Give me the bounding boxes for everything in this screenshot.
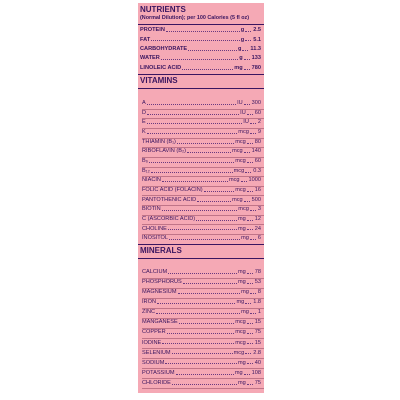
nutrient-value: 15: [254, 339, 261, 346]
dot-leader: [247, 224, 253, 230]
nutrient-name: D: [142, 109, 147, 116]
nutrient-name: PHOSPHORUS: [142, 279, 182, 286]
nutrient-unit: mcg: [235, 319, 246, 326]
dot-leader: [147, 109, 239, 115]
nutrient-unit: mg: [241, 309, 249, 316]
nutrient-row: [142, 138, 261, 147]
dot-leader: [197, 196, 231, 202]
nutrient-value: 78: [254, 269, 261, 276]
nutrient-row: [142, 308, 261, 317]
nutrient-name: COPPER: [142, 329, 166, 336]
nutrient-unit: mcg: [235, 329, 246, 336]
nutrient-row: [142, 318, 261, 327]
nutrient-value: 75: [254, 379, 261, 386]
dot-leader: [245, 35, 251, 41]
nutrient-row: [142, 379, 261, 388]
dot-leader: [178, 288, 241, 294]
nutrient-value: 5.1: [253, 36, 261, 43]
nutrient-name: A: [142, 100, 146, 107]
divider-rule: [138, 24, 264, 25]
divider-rule: [138, 244, 264, 245]
nutrient-name: ZINC: [142, 309, 156, 316]
nutrient-name: IODINE: [142, 339, 162, 346]
nutrient-unit: mg: [237, 359, 246, 366]
dot-leader: [156, 308, 240, 314]
nutrient-unit: mcg: [235, 158, 246, 165]
dot-leader: [247, 379, 253, 385]
dot-leader: [247, 278, 253, 284]
nutrient-name: PROTEIN: [140, 27, 165, 34]
nutrient-unit: mcg: [238, 129, 249, 136]
nutrient-value: 300: [251, 100, 261, 107]
dot-leader: [247, 138, 253, 144]
nutrient-value: 0.3: [253, 167, 261, 174]
dot-leader: [188, 45, 237, 51]
dot-leader: [147, 118, 243, 124]
dot-leader: [172, 348, 233, 354]
nutrient-name: SODIUM: [142, 359, 165, 366]
nutrient-row: [142, 369, 261, 378]
dot-leader: [149, 157, 234, 163]
nutrient-row: [142, 167, 261, 176]
nutrient-name: MAGNESIUM: [142, 289, 177, 296]
nutrient-value: 1: [257, 309, 261, 316]
dot-leader: [244, 99, 250, 105]
dot-leader: [157, 298, 235, 304]
nutrient-name: MANGANESE: [142, 319, 178, 326]
dot-leader: [204, 186, 235, 192]
nutrient-unit: g: [239, 55, 243, 62]
nutrient-value: 2: [257, 119, 261, 126]
nutrient-name: B₆: [142, 158, 148, 165]
dot-leader: [161, 54, 238, 60]
nutrient-value: 60: [254, 109, 261, 116]
nutrient-name: K: [142, 129, 146, 136]
nutrient-value: 15: [254, 319, 261, 326]
nutrient-name: POTASSIUM: [142, 369, 175, 376]
dot-leader: [147, 99, 236, 105]
nutrient-value: 133: [251, 55, 261, 62]
dot-leader: [177, 138, 234, 144]
nutrition-facts-panel: [138, 3, 264, 393]
nutrient-row: [142, 288, 261, 297]
dot-leader: [187, 147, 231, 153]
nutrient-value: 40: [254, 359, 261, 366]
dot-leader: [245, 26, 251, 32]
nutrient-unit: mg: [237, 215, 246, 222]
nutrient-row: [142, 268, 261, 277]
nutrient-unit: mg: [241, 289, 249, 296]
dot-leader: [247, 328, 253, 334]
nutrient-unit: mg: [234, 64, 243, 71]
dot-leader: [244, 196, 250, 202]
dot-leader: [182, 64, 233, 70]
nutrient-row: [140, 64, 261, 73]
nutrient-value: 53: [254, 279, 261, 286]
nutrient-value: 80: [254, 138, 261, 145]
nutrient-value: 8: [257, 289, 261, 296]
nutrient-name: LINOLEIC ACID: [140, 64, 182, 71]
dot-leader: [162, 338, 234, 344]
nutrient-value: 1000: [248, 177, 261, 184]
nutrient-row: [142, 109, 261, 118]
nutrient-row: [142, 157, 261, 166]
nutrient-unit: IU: [237, 100, 243, 107]
nutrient-unit: mg: [237, 279, 246, 286]
dot-leader: [165, 358, 237, 364]
nutrient-unit: mg: [237, 379, 246, 386]
nutrient-value: 11.3: [250, 45, 261, 52]
nutrient-row: [142, 205, 261, 214]
dot-leader: [250, 288, 256, 294]
row-divider: [142, 388, 264, 389]
nutrient-unit: mg: [241, 235, 249, 242]
dot-leader: [179, 318, 234, 324]
nutrient-name: NIACIN: [142, 177, 161, 184]
nutrient-unit: mg: [237, 269, 246, 276]
nutrient-row: [142, 186, 261, 195]
nutrient-value: 24: [254, 225, 261, 232]
minerals-heading: MINERALS: [140, 246, 182, 255]
vitamins-heading: VITAMINS: [140, 76, 178, 85]
dot-leader: [241, 176, 247, 182]
nutrient-name: PANTOTHENIC ACID: [142, 196, 197, 203]
nutrient-value: 108: [251, 369, 261, 376]
dot-leader: [247, 157, 253, 163]
nutrient-unit: g: [240, 27, 245, 34]
dot-leader: [244, 369, 250, 375]
dot-leader: [247, 338, 253, 344]
dot-leader: [169, 234, 240, 240]
dot-leader: [247, 215, 253, 221]
dot-leader: [168, 268, 237, 274]
nutrient-row: [140, 35, 261, 44]
nutrient-value: 2.5: [253, 27, 261, 34]
nutrients-subheading: (Normal Dilution); per 100 Calories (5 fl oz): [140, 15, 250, 21]
nutrient-unit: g: [240, 36, 245, 43]
nutrient-row: [142, 196, 261, 205]
nutrients-heading: NUTRIENTS: [140, 5, 186, 14]
nutrient-name: WATER: [140, 55, 160, 62]
nutrient-row: [140, 45, 261, 54]
nutrient-unit: mcg: [228, 177, 240, 184]
dot-leader: [250, 118, 256, 124]
nutrient-unit: mcg: [233, 349, 245, 356]
nutrient-name: CARBOHYDRATE: [140, 45, 188, 52]
nutrient-name: CHLORIDE: [142, 379, 171, 386]
divider-rule: [138, 74, 264, 75]
nutrient-row: [142, 234, 261, 243]
dot-leader: [245, 348, 251, 354]
nutrient-value: 3: [257, 206, 261, 213]
dot-leader: [245, 298, 251, 304]
nutrient-name: B₁₂: [142, 167, 150, 174]
dot-leader: [183, 278, 237, 284]
dot-leader: [196, 215, 237, 221]
nutrient-value: 780: [251, 64, 261, 71]
nutrient-row: [142, 328, 261, 337]
dot-leader: [244, 147, 250, 153]
dot-leader: [147, 128, 238, 134]
nutrient-name: C (ASCORBIC ACID): [142, 215, 196, 222]
nutrient-name: RIBOFLAVIN (B₂): [142, 148, 187, 155]
nutrient-value: 75: [254, 329, 261, 336]
nutrient-row: [140, 54, 261, 63]
nutrient-unit: IU: [240, 109, 246, 116]
nutrient-value: 500: [251, 196, 261, 203]
nutrient-unit: mcg: [232, 196, 243, 203]
nutrient-unit: IU: [243, 119, 249, 126]
nutrient-unit: mcg: [235, 138, 246, 145]
dot-leader: [168, 224, 237, 230]
divider-rule: [138, 258, 264, 259]
dot-leader: [162, 176, 228, 182]
dot-leader: [245, 167, 251, 173]
nutrient-row: [142, 298, 261, 307]
nutrient-value: 2.8: [253, 349, 261, 356]
nutrient-name: THIAMIN (B₁): [142, 138, 176, 145]
divider-rule: [138, 88, 264, 89]
nutrient-unit: mcg: [235, 339, 246, 346]
nutrient-value: 140: [251, 148, 261, 155]
nutrient-row: [142, 176, 261, 185]
nutrient-row: [142, 278, 261, 287]
dot-leader: [244, 54, 250, 60]
nutrient-unit: mg: [234, 369, 243, 376]
nutrient-name: CALCIUM: [142, 269, 168, 276]
nutrient-unit: mcg: [235, 187, 246, 194]
dot-leader: [247, 109, 253, 115]
nutrient-value: 1.8: [253, 299, 261, 306]
nutrient-name: SELENIUM: [142, 349, 171, 356]
dot-leader: [176, 369, 234, 375]
nutrient-name: BIOTIN: [142, 206, 161, 213]
nutrient-row: [140, 26, 261, 35]
dot-leader: [151, 35, 240, 41]
dot-leader: [166, 26, 240, 32]
nutrient-value: 16: [254, 187, 261, 194]
dot-leader: [244, 64, 250, 70]
nutrient-row: [142, 147, 261, 156]
nutrient-row: [142, 128, 261, 137]
nutrient-unit: mcg: [232, 148, 243, 155]
dot-leader: [151, 167, 233, 173]
nutrient-name: CHOLINE: [142, 225, 167, 232]
dot-leader: [162, 205, 238, 211]
nutrient-row: [142, 215, 261, 224]
nutrient-row: [142, 99, 261, 108]
nutrient-name: INOSITOL: [142, 235, 169, 242]
nutrient-row: [142, 224, 261, 233]
dot-leader: [250, 128, 256, 134]
nutrient-row: [142, 358, 261, 367]
nutrient-unit: g: [238, 45, 242, 52]
dot-leader: [172, 379, 237, 385]
nutrient-unit: mcg: [233, 167, 245, 174]
dot-leader: [247, 186, 253, 192]
dot-leader: [247, 268, 253, 274]
nutrient-row: [142, 338, 261, 347]
nutrient-row: [142, 118, 261, 127]
nutrient-value: 60: [254, 158, 261, 165]
dot-leader: [242, 45, 248, 51]
nutrient-name: FOLIC ACID (FOLACIN): [142, 187, 203, 194]
nutrient-unit: mcg: [238, 206, 249, 213]
nutrient-unit: mg: [237, 225, 246, 232]
nutrient-value: 12: [254, 215, 261, 222]
dot-leader: [250, 205, 256, 211]
nutrient-value: 6: [257, 235, 261, 242]
dot-leader: [167, 328, 235, 334]
nutrient-name: IRON: [142, 299, 156, 306]
nutrient-value: 9: [257, 129, 261, 136]
nutrient-name: FAT: [140, 36, 151, 43]
nutrient-row: [142, 348, 261, 357]
nutrient-unit: mg: [236, 299, 245, 306]
nutrient-name: E: [142, 119, 146, 126]
dot-leader: [250, 234, 256, 240]
dot-leader: [250, 308, 256, 314]
dot-leader: [247, 318, 253, 324]
dot-leader: [247, 358, 253, 364]
